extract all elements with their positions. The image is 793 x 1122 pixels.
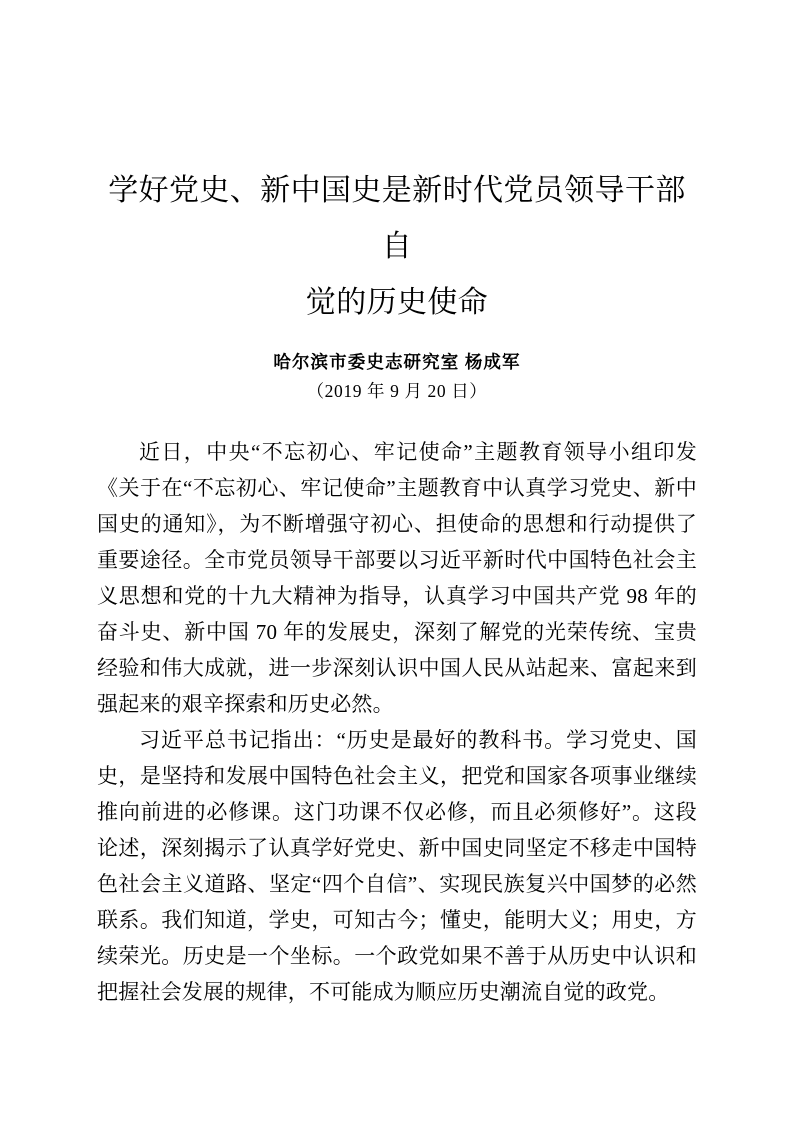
title-line-1: 学好党史、新中国史是新时代党员领导干部自: [108, 174, 686, 263]
page-title: [97, 0, 697, 331]
body-paragraph: 习近平总书记指出：“历史是最好的教科书。学习党史、国史，是坚持和发展中国特色社会主义，把党和国家各项事业继续推向前进的必修课。这门功课不仅必修，而且必须修好”。这段论述，深刻揭示了认真学好党史、新中国史同坚定不移走中国特色社会主义道路、坚定“四个自信”、实现民族复兴中国梦的必然联系。我们知道，学史，可知古今；懂史，能明大义；用史，方续荣光。历史是一个坐标。一个政党如果不善于从历史中认识和把握社会发展的规律，不可能成为顺应历史潮流自觉的政党。: [97, 728, 697, 1004]
document-date: （2019 年 9 月 20 日）: [306, 381, 488, 401]
body-paragraph: 近日，中央“不忘初心、牢记使命”主题教育领导小组印发《关于在“不忘初心、牢记使命”主题教育中认真学习党史、新中国史的通知》，为不断增强守初心、担使命的思想和行动提供了重要途径。全市党员领导干部要以习近平新时代中国特色社会主义思想和党的十九大精神为指导，认真学习中国共产党 98 年的奋斗史、新中国 70 年的发展史，深刻了解党的光荣传统、宝贵经验和伟大成就，进一步深刻认识中国人民从站起来、富起来到强起来的艰辛探索和历史必然。: [97, 440, 697, 716]
document-content: [97, 0, 697, 1010]
author-byline: 哈尔滨市委史志研究室 杨成军: [273, 352, 521, 372]
title-line-2: 觉的历史使命: [305, 286, 489, 319]
document-body: [97, 406, 697, 1010]
